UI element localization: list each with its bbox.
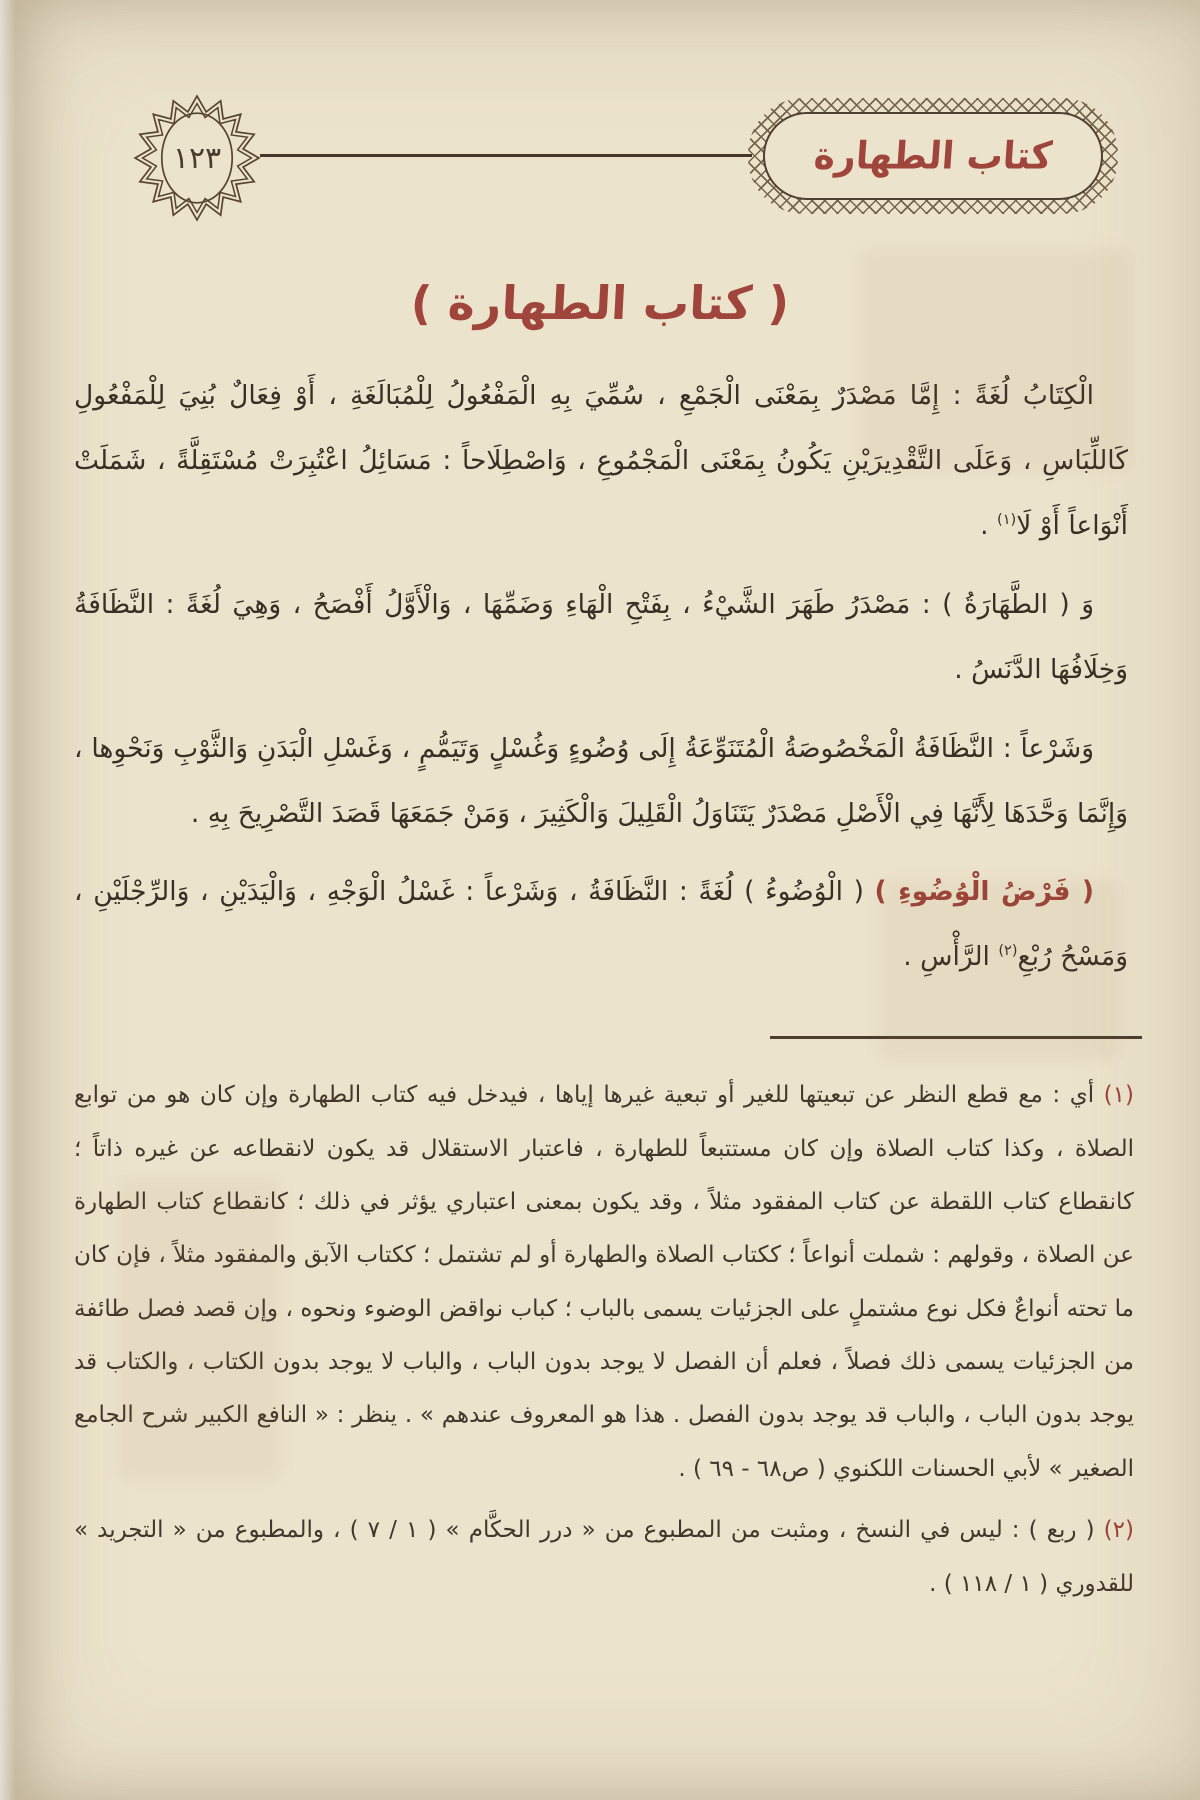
paragraph-tail: . (980, 509, 997, 541)
section-heading-fard-wudu: ( فَرْضُ الْوُضُوءِ ) (874, 876, 1094, 908)
footnote-2 (74, 1504, 1134, 1611)
paragraph-kitab-definition (74, 364, 1128, 559)
header-rule (260, 154, 752, 157)
paragraph-text: الْكِتَابُ لُغَةً : إِمَّا مَصْدَرٌ بِمَعْنَى الْجَمْعِ ، سُمِّيَ بِهِ الْمَفْعُولُ لِلْمُبَالَغَةِ ، أَوْ فِعَالٌ بُنِيَ لِلْمَفْعُولِ كَاللِّبَاسِ ، وَعَلَى التَّقْدِيرَيْنِ يَكُونُ بِمَعْنَى الْمَجْمُوعِ ، وَاصْطِلَاحاً : مَسَائِلُ اعْتُبِرَتْ مُسْتَقِلَّةً ، شَمَلَتْ أَنْوَاعاً أَوْ لَا (74, 380, 1128, 541)
paragraph-tail: الرَّأْسِ . (903, 941, 999, 973)
footnote-ref-1: (١) (997, 511, 1017, 529)
footnote-1 (74, 1069, 1134, 1496)
page-title: ( كتاب الطهارة ) (409, 276, 791, 330)
page-number-badge (133, 94, 261, 222)
footnote-separator (770, 1036, 1142, 1039)
paragraph-text: وَشَرْعاً : النَّظَافَةُ الْمَخْصُوصَةُ الْمُتَنَوِّعَةُ إِلَى وُضُوءٍ وَغُسْلٍ وَتَيَمُّمٍ ، وَغَسْلِ الْبَدَنِ وَالثَّوْبِ وَنَحْوِها ، وَإِنَّمَا وَحَّدَهَا لِأَنَّهَا فِي الْأَصْلِ مَصْدَرٌ يَتَنَاوَلُ الْقَلِيلَ وَالْكَثِيرَ ، وَمَنْ جَمَعَهَا قَصَدَ التَّصْرِيحَ بِهِ . (74, 732, 1128, 829)
body-text (74, 364, 1128, 990)
footnote-text: أي : مع قطع النظر عن تبعيتها للغير أو تبعية غيرها إياها ، فيدخل فيه كتاب الطهارة وإن كان هو من توابع الصلاة ، وكذا كتاب الصلاة وإن كان مستتبعاً للطهارة ، فاعتبار الاستقلال قد يكون لانقطاعه عن غيره ذاتاً ؛ كانقطاع كتاب اللقطة عن كتاب المفقود مثلاً ، وقد يكون بمعنى اعتباري يؤثر في ذلك ؛ كانقطاع كتاب الطهارة عن الصلاة ، وقولهم : شملت أنواعاً ؛ ككتاب الصلاة والطهارة أو لم تشتمل ؛ ككتاب الآبق والمفقود مثلاً ، فإن كان ما تحته أنواعٌ فكل نوع مشتملٍ على الجزئيات يسمى بالباب ؛ كباب نواقض الوضوء ونحوه ، وإن قصد فصل طائفة من الجزئيات يسمى ذلك فصلاً ، فعلم أن الفصل لا يوجد بدون الباب ، والباب لا يوجد بدون الكتاب ، والكتاب قد يوجد بدون الباب ، والباب قد يوجد بدون الفصل . هذا هو المعروف عندهم » . ينظر : « النافع الكبير شرح الجامع الصغير » لأبي الحسنات اللكنوي ( ص٦٨ - ٦٩ ) . (74, 1082, 1134, 1482)
footnotes (74, 1069, 1134, 1611)
paragraph-tahara-language (74, 573, 1128, 703)
footnote-marker: (٢) (1103, 1517, 1134, 1544)
chapter-cartouche-frame (763, 112, 1103, 200)
paragraph-text: ( الْوُضُوءُ ) لُغَةً : النَّظَافَةُ ، وَشَرْعاً : غَسْلُ الْوَجْهِ ، وَالْيَدَيْنِ ، وَالرِّجْلَيْنِ ، وَمَسْحُ رُبْعِ (74, 876, 1128, 973)
page-header (0, 92, 1200, 242)
footnote-ref-2: (٢) (998, 942, 1018, 960)
paragraph-tahara-sharia (74, 717, 1128, 847)
footnote-marker: (١) (1103, 1082, 1134, 1109)
scan-edge-highlight (0, 0, 16, 1800)
paragraph-text: وَ ( الطَّهَارَةُ ) : مَصْدَرُ طَهَرَ الشَّيْءُ ، بِفَتْحِ الْهَاءِ وَضَمِّهَا ، وَالْأَوَّلُ أَفْصَحُ ، وَهِيَ لُغَةً : النَّظَافَةُ وَخِلَافُهَا الدَّنَسُ . (74, 588, 1128, 685)
paragraph-fard-wudu (74, 860, 1128, 990)
chapter-cartouche (748, 98, 1118, 214)
footnote-text: ( ربع ) : ليس في النسخ ، ومثبت من المطبوع من « درر الحكَّام » ( ١ / ٧ ) ، والمطبوع من « التجريد » للقدوري ( ١ / ١١٨ ) . (74, 1517, 1134, 1597)
chapter-cartouche-title: كتاب الطهارة (812, 134, 1054, 178)
page-number: ١٢٣ (172, 140, 222, 176)
